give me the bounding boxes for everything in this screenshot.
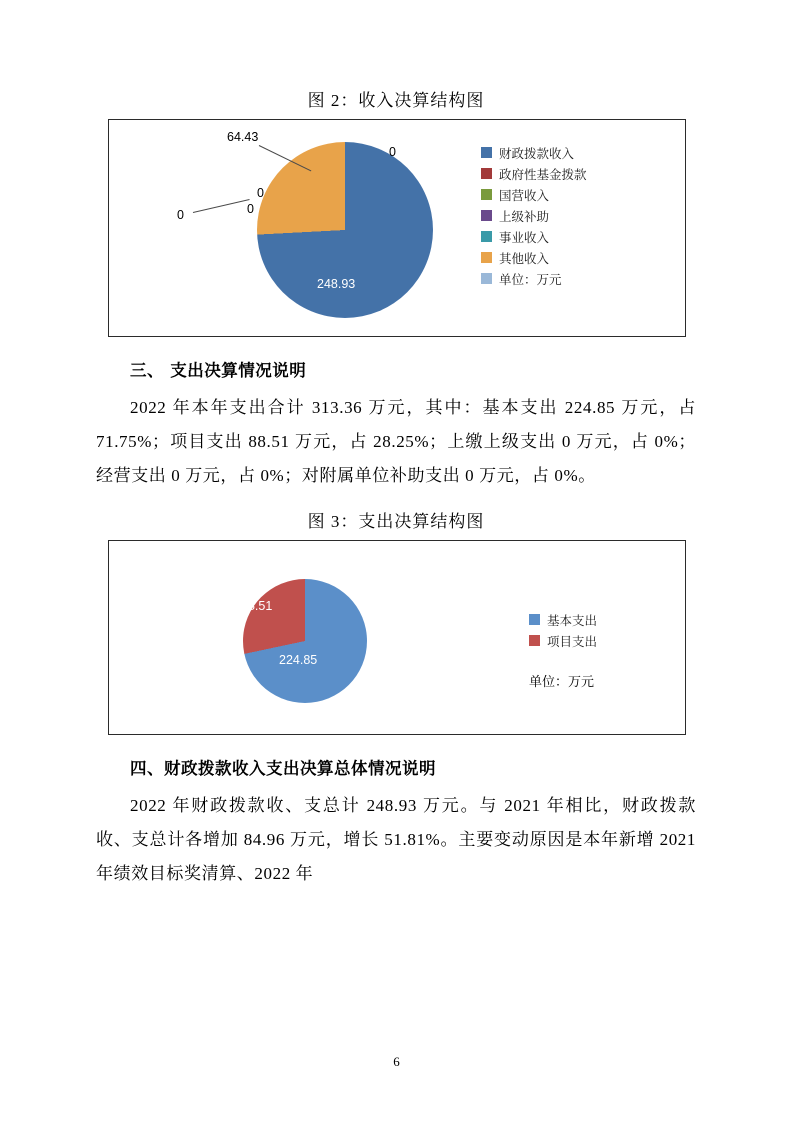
page-number: 6 (393, 1054, 400, 1069)
legend-item (481, 268, 587, 289)
leader-line-zero (193, 199, 250, 213)
legend-item (481, 184, 587, 205)
figure2-label-zero-c: 0 (177, 208, 184, 222)
legend-swatch-icon (529, 614, 540, 625)
figure2-legend (481, 142, 587, 289)
legend-swatch-icon (481, 231, 492, 242)
legend-swatch-icon (481, 210, 492, 221)
legend-label: 事业收入 (499, 229, 550, 245)
figure2-label-other: 64.43 (227, 130, 259, 144)
legend-swatch-icon (481, 252, 492, 263)
legend-label: 其他收入 (499, 250, 550, 266)
legend-swatch-icon (481, 168, 492, 179)
figure2-pie (257, 142, 433, 318)
figure2-label-zero-b: 0 (247, 202, 254, 216)
pie-slices (257, 142, 433, 318)
figure3-chart (108, 540, 686, 735)
legend-item (529, 630, 597, 651)
legend-item (481, 205, 587, 226)
legend-label: 财政拨款收入 (499, 145, 575, 161)
legend-item (481, 247, 587, 268)
pie-slices (243, 579, 367, 703)
legend-label: 国营收入 (499, 187, 550, 203)
figure2-label-zero-top: 0 (389, 145, 396, 159)
figure3-caption: 图 3：支出决算结构图 (307, 512, 485, 531)
figure3-legend (529, 609, 597, 651)
legend-label: 政府性基金拨款 (499, 166, 587, 182)
section3-title: 三、 支出决算情况说明 (130, 361, 307, 380)
section3-paragraph: 2022 年本年支出合计 313.36 万元，其中：基本支出 224.85 万元，占 71.75%；项目支出 88.51 万元，占 28.25%；上缴上级支出 0 万元，占 0%；经营支出 0 万元，占 0%；对附属单位补助支出 0 万元，占 0%。 (96, 398, 696, 485)
figure3-label-basic: 224.85 (279, 653, 318, 667)
figure2-chart (108, 119, 686, 337)
legend-label: 上级补助 (499, 208, 550, 224)
figure2-label-main: 248.93 (317, 277, 356, 291)
legend-swatch-icon (481, 189, 492, 200)
legend-swatch-icon (481, 273, 492, 284)
legend-label: 项目支出 (547, 633, 598, 649)
section4-paragraph: 2022 年财政拨款收、支总计 248.93 万元。与 2021 年相比，财政拨款收、支总计各增加 84.96 万元，增长 51.81%。主要变动原因是本年新增 2021 年绩效目标奖清算、2022 年 (96, 796, 696, 883)
legend-swatch-icon (481, 147, 492, 158)
legend-label: 基本支出 (547, 612, 598, 628)
page-content (96, 86, 696, 891)
figure3-unit-label: 单位：万元 (529, 674, 595, 689)
legend-label: 单位：万元 (499, 271, 562, 287)
figure3-label-project: 88.51 (241, 599, 273, 613)
section4-title: 四、财政拨款收入支出决算总体情况说明 (130, 759, 436, 778)
legend-item (481, 142, 587, 163)
figure2-label-zero-a: 0 (257, 186, 264, 200)
legend-item (481, 226, 587, 247)
legend-swatch-icon (529, 635, 540, 646)
legend-item (481, 163, 587, 184)
figure3-pie (243, 579, 367, 703)
legend-item (529, 609, 597, 630)
figure2-caption: 图 2：收入决算结构图 (307, 91, 485, 110)
